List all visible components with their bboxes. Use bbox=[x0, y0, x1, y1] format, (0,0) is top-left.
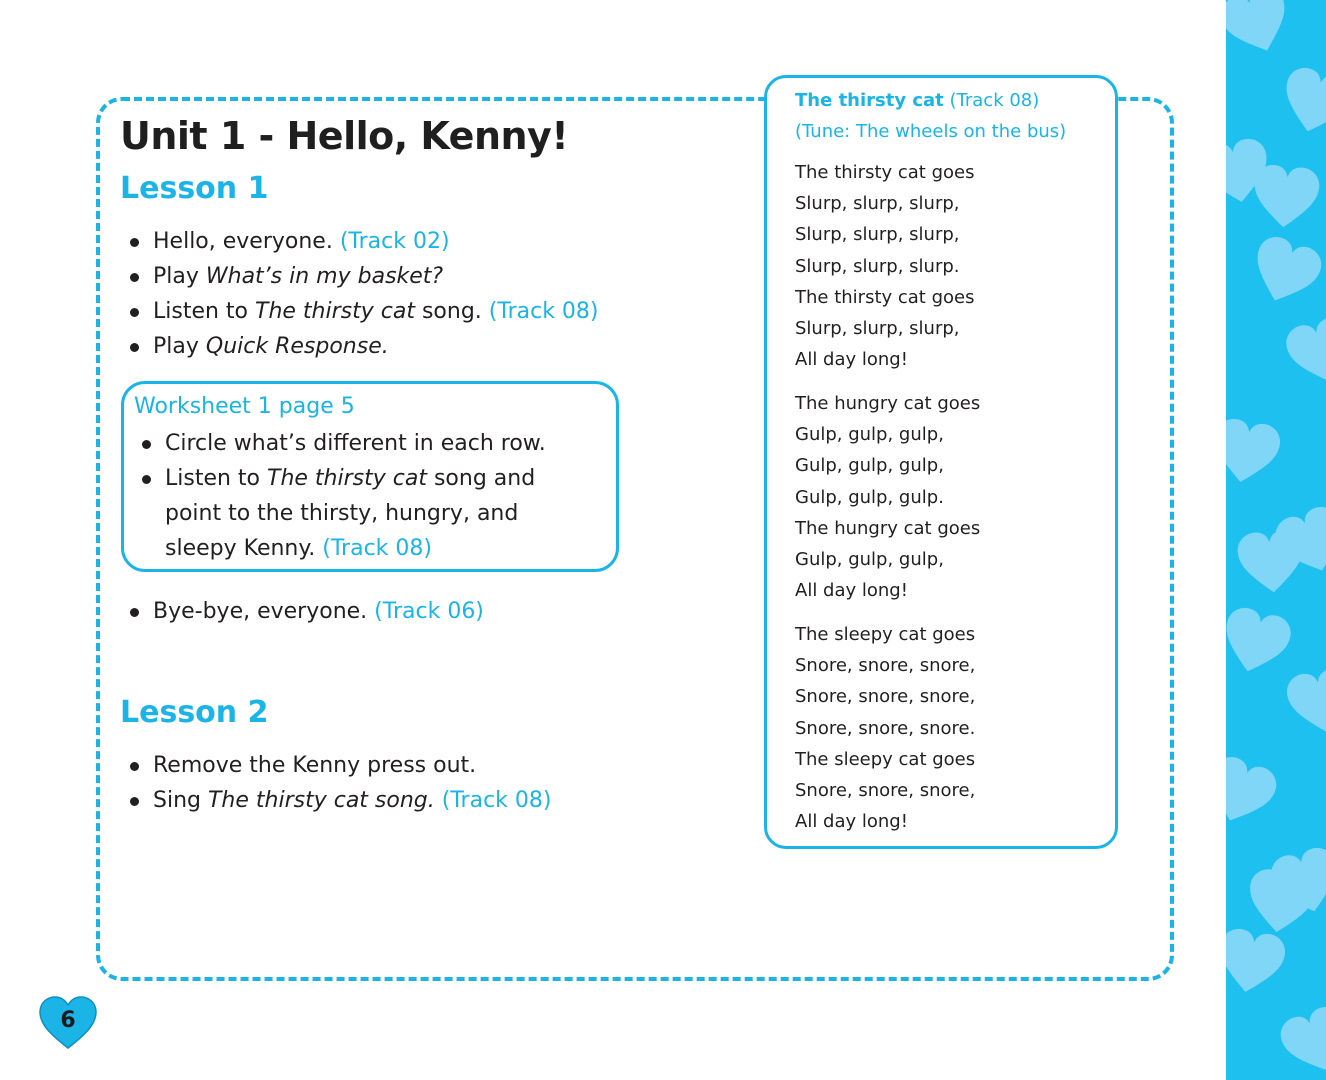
track-ref: (Track 02) bbox=[339, 229, 450, 254]
decorative-heart bbox=[1226, 0, 1298, 62]
song-tune: (Tune: The wheels on the bus) bbox=[795, 121, 1067, 142]
lyric-line: The thirsty cat goes bbox=[795, 286, 975, 308]
lyric-line: Slurp, slurp, slurp, bbox=[795, 224, 960, 246]
lesson2-item-0: Remove the Kenny press out. bbox=[130, 748, 551, 783]
lesson1-title: Lesson 1 bbox=[120, 171, 269, 206]
worksheet-item-0: Circle what’s different in each row. bbox=[142, 426, 582, 461]
track-ref: (Track 08) bbox=[441, 788, 552, 813]
lyric-line: The sleepy cat goes bbox=[795, 748, 976, 770]
track-ref: (Track 06) bbox=[374, 599, 484, 624]
song-header bbox=[795, 85, 1066, 147]
lyric-line: Snore, snore, snore, bbox=[795, 655, 976, 677]
verse-1 bbox=[795, 157, 974, 375]
verse-3 bbox=[795, 619, 975, 837]
song-lyrics-box bbox=[764, 75, 1118, 849]
decorative-heart bbox=[1226, 604, 1295, 680]
decorative-heart bbox=[1226, 926, 1288, 998]
worksheet-list bbox=[142, 426, 582, 566]
track-ref: (Track 08) bbox=[488, 299, 599, 324]
worksheet-box bbox=[121, 381, 619, 572]
lyric-line: Gulp, gulp, gulp, bbox=[795, 549, 944, 571]
decorative-heart bbox=[1236, 528, 1306, 595]
decorative-heart bbox=[1244, 232, 1326, 312]
lesson1-item-1: Play What’s in my basket? bbox=[130, 259, 599, 294]
lyric-line: Snore, snore, snore. bbox=[795, 717, 976, 739]
lyric-line: All day long! bbox=[795, 580, 908, 602]
decorative-heart bbox=[1276, 64, 1326, 140]
worksheet-item-1: Listen to The thirsty cat song and point to the thirsty, hungry, and sleepy Kenny. (Track 08) bbox=[142, 461, 582, 566]
hearts-pattern bbox=[1226, 0, 1326, 1080]
lyric-line: Slurp, slurp, slurp, bbox=[795, 193, 960, 215]
page-title: Unit 1 - Hello, Kenny! bbox=[120, 114, 569, 158]
song-title: The thirsty cat bbox=[795, 90, 944, 111]
lyric-line: Gulp, gulp, gulp, bbox=[795, 424, 944, 446]
lyric-line: The thirsty cat goes bbox=[795, 162, 975, 183]
song-track: (Track 08) bbox=[943, 90, 1040, 111]
lesson1-item-3: Play Quick Response. bbox=[130, 329, 599, 364]
track-ref: (Track 08) bbox=[322, 536, 432, 561]
lyric-line: Gulp, gulp, gulp, bbox=[795, 455, 944, 477]
decorative-heart bbox=[1251, 163, 1321, 230]
lesson1-closing-item: Bye-bye, everyone. (Track 06) bbox=[130, 594, 484, 629]
lesson2-title: Lesson 2 bbox=[120, 695, 269, 730]
lyric-line: Slurp, slurp, slurp, bbox=[795, 318, 960, 340]
lyric-line: Snore, snore, snore, bbox=[795, 780, 976, 802]
lyric-line: The hungry cat goes bbox=[795, 393, 981, 414]
decorative-heart bbox=[1226, 416, 1283, 488]
lyric-line: All day long! bbox=[795, 811, 908, 833]
decorative-heart bbox=[1226, 752, 1281, 832]
lesson1-item-2: Listen to The thirsty cat song. (Track 08) bbox=[130, 294, 599, 329]
page-number: 6 bbox=[60, 1008, 76, 1033]
lesson2-item-1: Sing The thirsty cat song. (Track 08) bbox=[130, 783, 551, 818]
lyric-line: The hungry cat goes bbox=[795, 517, 981, 539]
decorative-heart bbox=[1244, 867, 1317, 937]
lesson1-closing-list bbox=[130, 594, 484, 629]
lyric-line: All day long! bbox=[795, 349, 908, 371]
decorative-heart bbox=[1276, 1002, 1326, 1080]
hearts-decoration-strip bbox=[1226, 0, 1326, 1080]
lyric-line: The sleepy cat goes bbox=[795, 624, 976, 645]
lesson1-item-0: Hello, everyone. (Track 02) bbox=[130, 224, 599, 259]
lyric-line: Slurp, slurp, slurp. bbox=[795, 255, 960, 277]
verse-2 bbox=[795, 388, 980, 606]
song-title-line bbox=[795, 85, 1066, 116]
lyric-line: Gulp, gulp, gulp. bbox=[795, 486, 944, 508]
lesson1-list bbox=[130, 224, 599, 364]
lyric-line: Snore, snore, snore, bbox=[795, 686, 976, 708]
worksheet-title: Worksheet 1 page 5 bbox=[134, 394, 355, 419]
lesson2-list bbox=[130, 748, 551, 818]
decorative-heart bbox=[1284, 666, 1326, 738]
decorative-heart bbox=[1282, 314, 1326, 390]
